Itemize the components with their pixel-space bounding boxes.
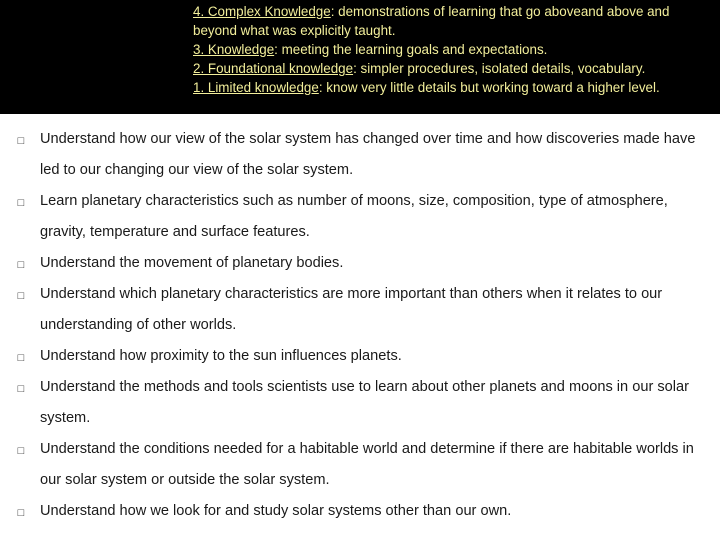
list-item <box>14 186 714 248</box>
list-item <box>14 434 714 496</box>
level-1 <box>193 78 715 97</box>
knowledge-levels-list <box>193 2 715 97</box>
level-2-name: 2. Foundational knowledge <box>193 61 354 76</box>
level-1-name: 1. Limited knowledge <box>193 80 319 95</box>
goal-text: Understand how we look for and study solar systems other than our own. <box>40 503 512 519</box>
list-item <box>14 248 714 279</box>
square-bullet-icon <box>14 383 28 395</box>
goal-text: Understand how our view of the solar system has changed over time and how discoveries made have led to our changing our view of the solar system. <box>40 131 696 178</box>
level-4-desc: : demonstrations of learning that go aboveand above and beyond what was explicitly taught. <box>193 4 670 38</box>
level-3 <box>193 40 715 59</box>
square-bullet-icon <box>14 290 28 302</box>
square-bullet-icon <box>14 507 28 519</box>
square-bullet-icon <box>14 259 28 271</box>
learning-goals-list <box>14 124 714 527</box>
goal-text: Understand which planetary characteristics are more important than others when it relates to our understanding of other worlds. <box>40 286 663 333</box>
goal-text: Learn planetary characteristics such as number of moons, size, composition, type of atmosphere, gravity, temperature and surface features. <box>40 193 668 240</box>
list-item <box>14 124 714 186</box>
square-bullet-icon <box>14 135 28 147</box>
square-bullet-icon <box>14 445 28 457</box>
level-3-desc: : meeting the learning goals and expectations. <box>274 42 548 57</box>
list-item <box>14 372 714 434</box>
level-2 <box>193 59 715 78</box>
goal-text: Understand how proximity to the sun influences planets. <box>40 348 402 364</box>
list-item <box>14 496 714 527</box>
level-4 <box>193 2 715 40</box>
square-bullet-icon <box>14 197 28 209</box>
list-item <box>14 341 714 372</box>
level-1-desc: : know very little details but working toward a higher level. <box>318 80 660 95</box>
level-2-desc: : simpler procedures, isolated details, vocabulary. <box>353 61 646 76</box>
goal-text: Understand the movement of planetary bodies. <box>40 255 344 271</box>
list-item <box>14 279 714 341</box>
knowledge-levels-header <box>0 0 720 114</box>
square-bullet-icon <box>14 352 28 364</box>
level-3-name: 3. Knowledge <box>193 42 275 57</box>
level-4-name: 4. Complex Knowledge <box>193 4 331 19</box>
goal-text: Understand the methods and tools scientists use to learn about other planets and moons in our solar system. <box>40 379 690 426</box>
goal-text: Understand the conditions needed for a habitable world and determine if there are habitable worlds in our solar system or outside the solar system. <box>40 441 694 488</box>
